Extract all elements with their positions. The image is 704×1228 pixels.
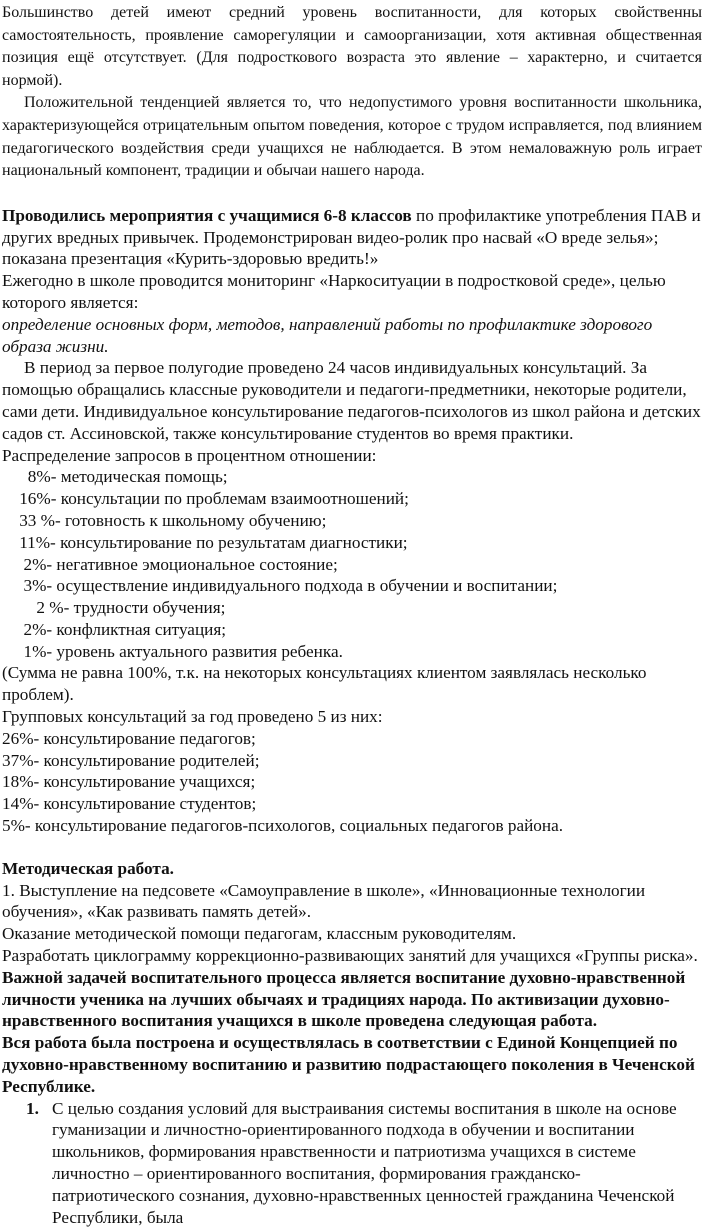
request-item: 3%- осуществление индивидуального подхода в обучении и воспитании; [2,576,558,596]
methodical-item-3: Разработать циклограмму коррекционно-развивающих занятий для учащихся «Группы риска». [2,946,698,966]
group-consult-item: 26%- консультирование педагогов; [2,728,256,748]
request-item: 16%- консультации по проблемам взаимоотношений; [2,489,409,509]
sum-note: (Сумма не равна 100%, т.к. на некоторых консультациях клиентом заявлялась несколько проблем). [2,663,647,705]
concept-statement [2,1032,702,1097]
prevention-section [2,205,702,837]
events-lead: Проводились мероприятия с учащимися 6-8 классов [2,205,412,225]
spacer [2,183,702,205]
group-consult-item: 37%- консультирование родителей; [2,750,260,770]
request-item: 33 %- готовность к школьному обучению; [2,510,327,530]
moral-education-task-text: Важной задачей воспитательного процесса является воспитание духовно-нравственной личности ученика на лучших обычаях и традициях народа. По активизации духовно-нравственного воспитания учащихся в школе проведена следующая работа. [2,967,686,1031]
upbringing-section [2,2,702,183]
moral-education-task [2,967,702,1032]
paragraph-positive-trend: Положительной тенденцией является то, что недопустимого уровня воспитанности школьника, характеризующейся отрицательным опытом поведения, которое с трудом исправляется, под влиянием педагогического воздействия среди учащихся не наблюдается. В этом немаловажную роль играет национальный компонент, традиции и обычаи нашего народа. [2,94,702,180]
list-item [2,1098,702,1228]
group-consult-item: 14%- консультирование студентов; [2,794,257,814]
request-distribution-list [2,466,702,662]
list-item-number: 1. [26,1098,39,1118]
methodical-heading-text: Методическая работа. [2,858,174,878]
monitoring-goal: определение основных форм, методов, направлений работы по профилактике здорового образа жизни. [2,314,653,356]
group-consult-item: 18%- консультирование учащихся; [2,772,256,792]
list-item-text: С целью создания условий для выстраивания системы воспитания в школе на основе гуманизации и личностно-ориентированного подхода в обучении и воспитании школьников, формирования нравственности и патриотизма учащихся в системе личностно – ориентированного воспитания, формирования гражданско-патриотического сознания, духовно-нравственных ценностей гражданина Чеченской Республики, была [52,1098,677,1227]
request-item: 2%- негативное эмоциональное состояние; [2,554,338,574]
concept-statement-text: Вся работа была построена и осуществлялась в соответствии с Единой Концепцией по духовно-нравственному воспитанию и развитию подрастающего поколения в Чеченской Республике. [2,1033,695,1096]
paragraph-consultations: В период за первое полугодие проведено 24 часов индивидуальных консультаций. За помощью обращались классные руководители и педагоги-предметники, некоторые родители, сами дети. Индивидуальное консультирование педагогов-психологов из школ района и детских садов ст. Ассиновской, также консультирование студентов во время практики. [2,358,701,443]
paragraph-upbringing-level: Большинство детей имеют средний уровень воспитанности, для которых свойственны самостоятельность, проявление саморегуляции и самоорганизации, хотя активная общественная позиция ещё отсутствует. (Для подросткового возраста это явление – характерно, и считается нормой). [2,4,702,89]
group-consult-item: 5%- консультирование педагогов-психологов, социальных педагогов района. [2,816,564,836]
methodical-heading [2,858,702,880]
request-item: 11%- консультирование по результатам диагностики; [2,532,408,552]
methodical-item-1: 1. Выступление на педсовете «Самоуправление в школе», «Инновационные технологии обучения», «Как развивать память детей». [2,880,646,922]
spacer [2,837,702,858]
request-item: 2%- конфликтная ситуация; [2,619,227,639]
request-item: 1%- уровень актуального развития ребенка. [2,641,343,661]
group-consult-list [2,728,702,837]
request-item: 2 %- трудности обучения; [2,598,226,618]
events-rest: по профилактике употребления ПАВ и других вредных привычек. Продемонстрирован видео-ролик про насвай «О вреде зелья»; показана презентация «Курить-здоровью вредить!» [2,205,701,269]
numbered-list [2,1098,702,1228]
paragraph-events [2,205,702,270]
request-item: 8%- методическая помощь; [2,467,228,487]
paragraph-monitoring: Ежегодно в школе проводится мониторинг «Наркоситуации в подростковой среде», целью которого является: [2,271,666,312]
methodical-section [2,858,702,1228]
group-consult-heading: Групповых консультаций за год проведено 5 из них: [2,707,383,727]
methodical-item-2: Оказание методической помощи педагогам, классным руководителям. [2,924,517,944]
distribution-heading: Распределение запросов в процентном отношении: [2,445,377,465]
